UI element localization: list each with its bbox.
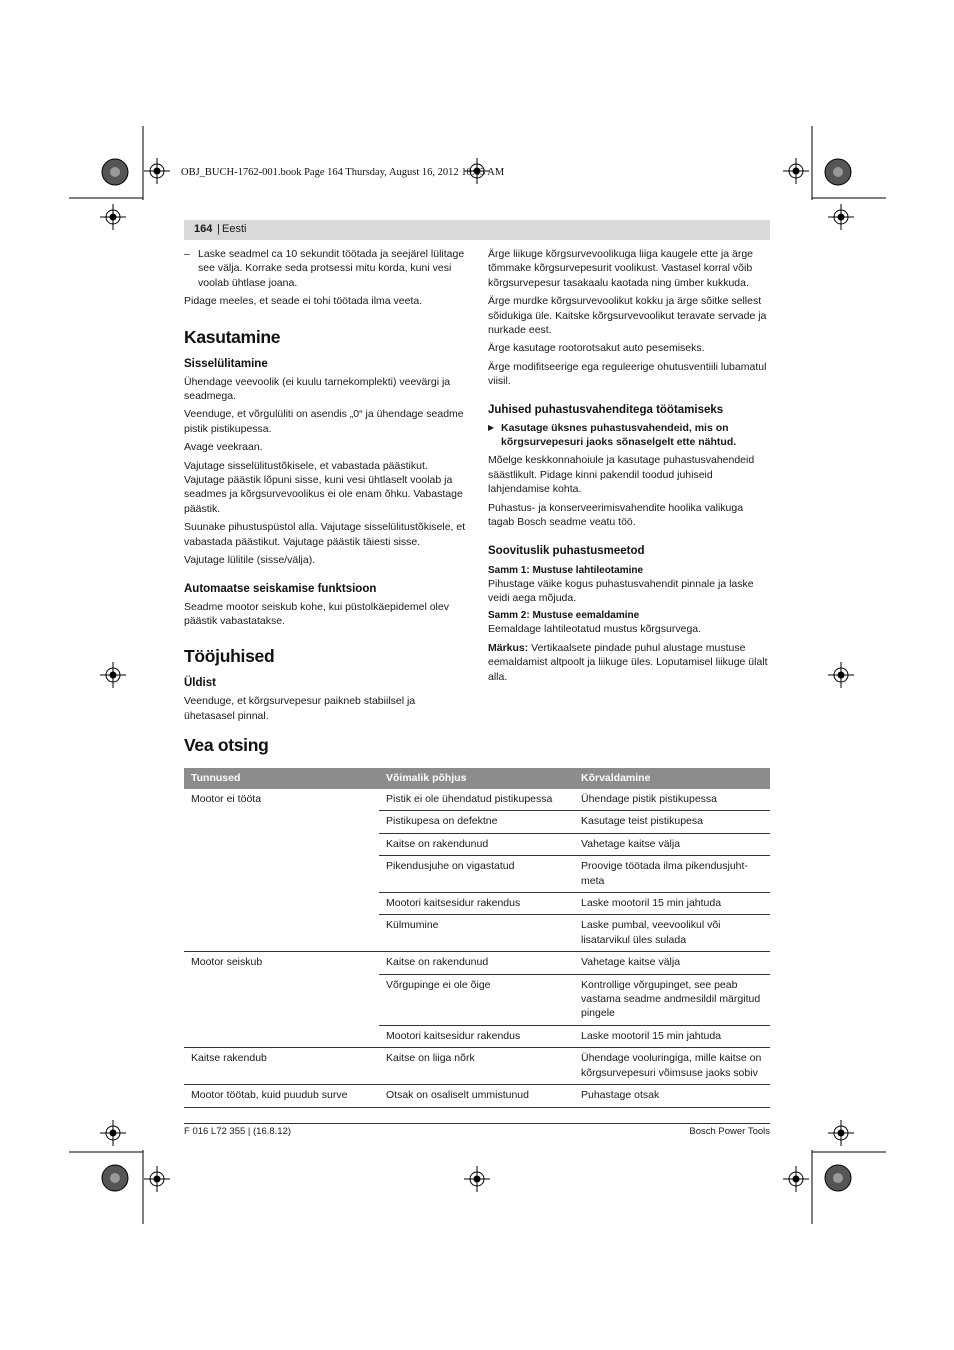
- table-row: [184, 974, 770, 1025]
- cause-cell: Pikendusjuhe on vigastatud: [379, 856, 574, 893]
- step1-title: Samm 1: Mustuse lahtileotamine: [488, 564, 644, 576]
- column-header-korvaldamine: Kõrvaldamine: [574, 768, 770, 789]
- paragraph: Ärge liikuge kõrgsurvevoolikuga liiga kaugele ette ja ärge tõmmake kõrgsurvepesurit voolikust. Vastasel korral võib kõrgsurvepesur tasakaalu kaotada ning ümber kukkuda.: [488, 248, 753, 289]
- heading-automaatse: Automaatse seiskamise funktsioon: [184, 582, 377, 595]
- remedy-cell: Vahetage kaitse välja: [574, 833, 770, 855]
- cause-cell: Otsak on osaliselt ummistunud: [379, 1085, 574, 1107]
- heading-vea-otsing: Vea otsing: [184, 735, 269, 755]
- table-row: [184, 856, 770, 893]
- triangle-bullet-icon: ▶: [488, 422, 495, 432]
- remedy-cell: Laske pumbal, veevoolikul või lisatarvikul üles sulada: [574, 915, 770, 952]
- remedy-cell: Laske mootoril 15 min jahtuda: [574, 1025, 770, 1047]
- table-row: [184, 1025, 770, 1047]
- paragraph: Ärge kasutage rootorotsakut auto pesemiseks.: [488, 342, 705, 355]
- paragraph: Avage veekraan.: [184, 441, 263, 454]
- column-header-tunnused: Tunnused: [184, 768, 379, 789]
- intro-note: Pidage meeles, et seade ei tohi töötada ilma veeta.: [184, 295, 423, 308]
- table-row: [184, 1048, 770, 1085]
- symptom-cell: Mootor ei tööta: [191, 793, 262, 805]
- table-row: [184, 811, 770, 833]
- symptom-cell: Kaitse rakendub: [184, 1048, 379, 1085]
- step1-text: Pihustage väike kogus puhastusvahendit pinnale ja laske veidi aega mõjuda.: [488, 577, 754, 604]
- cause-cell: Kaitse on liiga nõrk: [379, 1048, 574, 1085]
- symptom-cell: Mootor töötab, kuid puudub surve: [184, 1085, 379, 1107]
- paragraph: Veenduge, et kõrgsurvepesur paikneb stabiilsel ja ühetasasel pinnal.: [184, 695, 416, 722]
- header-language: Eesti: [222, 223, 247, 235]
- cause-cell: Võrgupinge ei ole õige: [379, 974, 574, 1025]
- heading-juhised: Juhised puhastusvahenditega töötamiseks: [488, 403, 724, 416]
- heading-toojuhised: Tööjuhised: [184, 646, 275, 667]
- column-header-pohjus: Võimalik põhjus: [379, 768, 574, 789]
- symptom-cell: Mootor seiskub: [191, 956, 263, 969]
- remedy-cell: Kontrollige võrgupinget, see peab vastama seadme andmesildil märgitud pingele: [574, 974, 770, 1025]
- page-number: 164: [194, 223, 213, 235]
- footer-rule: [184, 1123, 770, 1124]
- cause-cell: Külmumine: [379, 915, 574, 952]
- cause-cell: Kaitse on rakendunud: [379, 952, 574, 974]
- intro-bullet-text: Laske seadmel ca 10 sekundit töötada ja seejärel lülitage see välja. Korrake seda protsessi mitu korda, kuni vesi voolab ühtlase joana.: [198, 248, 465, 289]
- note-label: Märkus:: [488, 641, 529, 654]
- table-row: [184, 952, 770, 974]
- left-column: [184, 247, 466, 727]
- paragraph: Puhastus- ja konserveerimisvahendite hoolika valikuga tagab Bosch seadme veatu töö.: [488, 501, 744, 529]
- table-row: [184, 893, 770, 915]
- dash-mark: –: [184, 248, 190, 260]
- paragraph: Ühendage veevoolik (ei kuulu tarnekomplekti) veevärgi ja seadmega.: [184, 375, 451, 403]
- step2-text: Eemaldage lahtileotatud mustus kõrgsurvega.: [488, 623, 702, 636]
- intro-bullet: [184, 247, 466, 290]
- table-header-row: [184, 768, 770, 789]
- paragraph: Ärge murdke kõrgsurvevoolikut kokku ja ärge sõitke sellest sõidukiga üle. Kaitske kõrgsurvevoolikut teravate servade ja nurkade eest.: [488, 295, 767, 337]
- heading-soovituslik: Soovituslik puhastusmeetod: [488, 544, 645, 557]
- warning-bullet-text: Kasutage üksnes puhastusvahendeid, mis on kõrgsurvepesuri jaoks sõnaselgelt ette nähtud.: [501, 421, 737, 449]
- remedy-cell: Laske mootoril 15 min jahtuda: [574, 893, 770, 915]
- page-header-bar: [184, 220, 770, 240]
- cause-cell: Kaitse on rakendunud: [379, 833, 574, 855]
- cause-cell: Pistikupesa on defektne: [379, 811, 574, 833]
- step2-title: Samm 2: Mustuse eemaldamine: [488, 610, 640, 622]
- remedy-cell: Puhastage otsak: [574, 1085, 770, 1107]
- remedy-cell: Kasutage teist pistikupesa: [574, 811, 770, 833]
- remedy-cell: Proovige töötada ilma pikendusjuht- meta: [574, 856, 770, 893]
- header-separator: |: [217, 223, 220, 235]
- table-row: [184, 915, 770, 952]
- note-paragraph: [488, 641, 770, 684]
- paragraph: Ärge modifitseerige ega reguleerige ohutusventiili lubamatul viisil.: [488, 360, 767, 388]
- cause-cell: Pistik ei ole ühendatud pistikupessa: [379, 789, 574, 811]
- cause-cell: Mootori kaitsesidur rakendus: [379, 1025, 574, 1047]
- remedy-cell: Ühendage pistik pistikupessa: [574, 789, 770, 811]
- troubleshooting-table: [184, 768, 770, 1108]
- paragraph: Mõelge keskkonnahoiule ja kasutage puhastusvahendeid säästlikult. Pidage kinni pakendil toodud juhiseid lahjendamise kohta.: [488, 454, 755, 496]
- paragraph: Seadme mootor seiskub kohe, kui püstolkäepidemel olev päästik vabastatakse.: [184, 600, 449, 627]
- right-column: [488, 247, 770, 688]
- table-row: [184, 833, 770, 855]
- warning-bullet: [488, 421, 770, 450]
- heading-sisselulitamine: Sisselülitamine: [184, 357, 268, 370]
- heading-kasutamine: Kasutamine: [184, 326, 281, 347]
- table-row: [184, 789, 770, 811]
- paragraph: Veenduge, et võrgulüliti on asendis „0“ ja ühendage seadme pistik pistikupessa.: [184, 408, 464, 435]
- paragraph: Vajutage sisselülitustõkisele, et vabastada päästikut. Vajutage päästik lõpuni sisse, kuni vesi ühtlaselt voolab ja seadmes ja kõrgsurvevoolikus ei ole enam õhku. Vabastage päästik.: [184, 459, 463, 515]
- note-text: Vertikaalsete pindade puhul alustage mustuse eemaldamist altpoolt ja liikuge üles. Loputamisel liikuge ülalt alla.: [488, 641, 768, 683]
- remedy-cell: Vahetage kaitse välja: [574, 952, 770, 974]
- paragraph: Suunake pihustuspüstol alla. Vajutage sisselülitustõkisele, et vabastada päästikut. Vajutage päästik täiesti sisse.: [184, 521, 466, 548]
- footer-document-code: F 016 L72 355 | (16.8.12): [184, 1126, 292, 1137]
- heading-uldist: Üldist: [184, 677, 216, 690]
- remedy-cell: Ühendage vooluringiga, mille kaitse on kõrgsurvepesuri võimsuse jaoks sobiv: [574, 1048, 770, 1085]
- footer-brand: Bosch Power Tools: [689, 1126, 770, 1137]
- print-slug-line: OBJ_BUCH-1762-001.book Page 164 Thursday, August 16, 2012 10:03 AM: [181, 167, 505, 178]
- table-row: [184, 1085, 770, 1107]
- paragraph: Vajutage lülitile (sisse/välja).: [184, 554, 316, 567]
- cause-cell: Mootori kaitsesidur rakendus: [379, 893, 574, 915]
